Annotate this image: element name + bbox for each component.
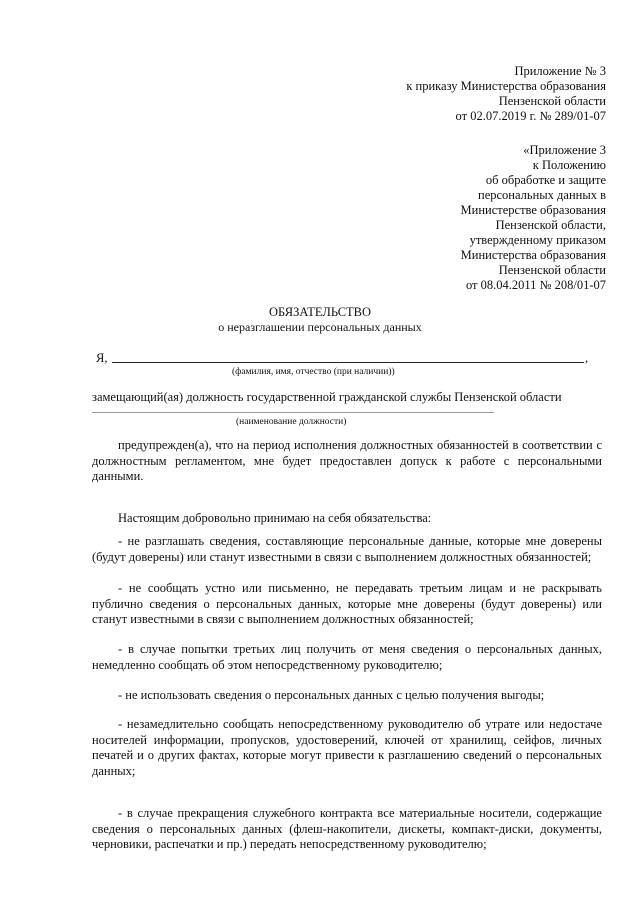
paragraph-warning [92, 438, 602, 485]
paragraph-text: Настоящим добровольно принимаю на себя обязательства: [118, 511, 432, 525]
paragraph-item-6 [92, 806, 602, 853]
appendix-line: персональных данных в [478, 188, 606, 202]
position-field-line[interactable] [92, 412, 494, 413]
appendix-line: Пензенской области, [495, 218, 606, 232]
appendix-line: Пензенской области [498, 263, 606, 277]
paragraph-text: - незамедлительно сообщать непосредственному руководителю об утрате или недостаче носителей информации, пропусков, удостоверений, ключей от хранилищ, сейфов, личных печатей и о других фактах, которые могут привести к разглашению сведений о персональных данных; [92, 717, 602, 778]
appendix-line: от 08.04.2011 № 208/01-07 [465, 278, 606, 292]
appendix-order-header [406, 64, 606, 124]
paragraph-obligations-intro [92, 511, 602, 527]
paragraph-item-5 [92, 717, 602, 779]
paragraph-text: - в случае прекращения служебного контракта все материальные носители, содержащие сведения о персональных данных (флеш-накопители, дискеты, компакт-диски, документы, черновики, распечатки и пр.) передать непосредственному руководителю; [92, 806, 602, 851]
appendix-line: Министерстве образования [460, 203, 606, 217]
appendix-line: к Положению [532, 158, 606, 172]
position-line: замещающий(ая) должность государственной гражданской службы Пензенской области [92, 390, 562, 404]
name-field-hint: (фамилия, имя, отчество (при наличии)) [232, 367, 395, 377]
appendix-line: от 02.07.2019 г. № 289/01-07 [455, 109, 606, 123]
document-subtitle: о неразглашении персональных данных [218, 320, 422, 334]
appendix-line: Приложение № 3 [514, 64, 606, 78]
paragraph-text: - не разглашать сведения, составляющие персональные данные, которые мне доверены (будут доверены) или станут известными в связи с выполнением должностных обязанностей; [92, 534, 602, 564]
paragraph-item-2 [92, 581, 602, 628]
paragraph-item-1 [92, 534, 602, 565]
paragraph-item-3 [92, 642, 602, 673]
appendix-regulation-header [461, 143, 606, 293]
appendix-line: «Приложение 3 [523, 143, 606, 157]
paragraph-item-4 [92, 688, 602, 704]
position-field-hint: (наименование должности) [236, 417, 347, 427]
appendix-line: Министерства образования [460, 248, 606, 262]
name-field-line[interactable] [112, 362, 584, 363]
document-title: ОБЯЗАТЕЛЬСТВО [268, 305, 372, 319]
paragraph-text: предупрежден(а), что на период исполнения должностных обязанностей в соответствии с должностным регламентом, мне будет предоставлен допуск к работе с персональными данными. [92, 438, 602, 483]
paragraph-text: - не сообщать устно или письменно, не передавать третьим лицам и не раскрывать публично сведения о персональных данных, которые мне доверены (будут доверены) или станут известными в связи с выполнением должностных обязанностей; [92, 581, 602, 626]
appendix-line: Пензенской области [498, 94, 606, 108]
appendix-line: к приказу Министерства образования [406, 79, 606, 93]
name-field-comma: , [585, 351, 589, 365]
paragraph-text: - в случае попытки третьих лиц получить от меня сведения о персональных данных, немедленно сообщать об этом непосредственному руководителю; [92, 642, 602, 672]
paragraph-text: - не использовать сведения о персональных данных с целью получения выгоды; [118, 688, 545, 702]
appendix-line: утвержденному приказом [469, 233, 606, 247]
ya-label: Я, [96, 351, 108, 365]
appendix-line: об обработке и защите [485, 173, 606, 187]
